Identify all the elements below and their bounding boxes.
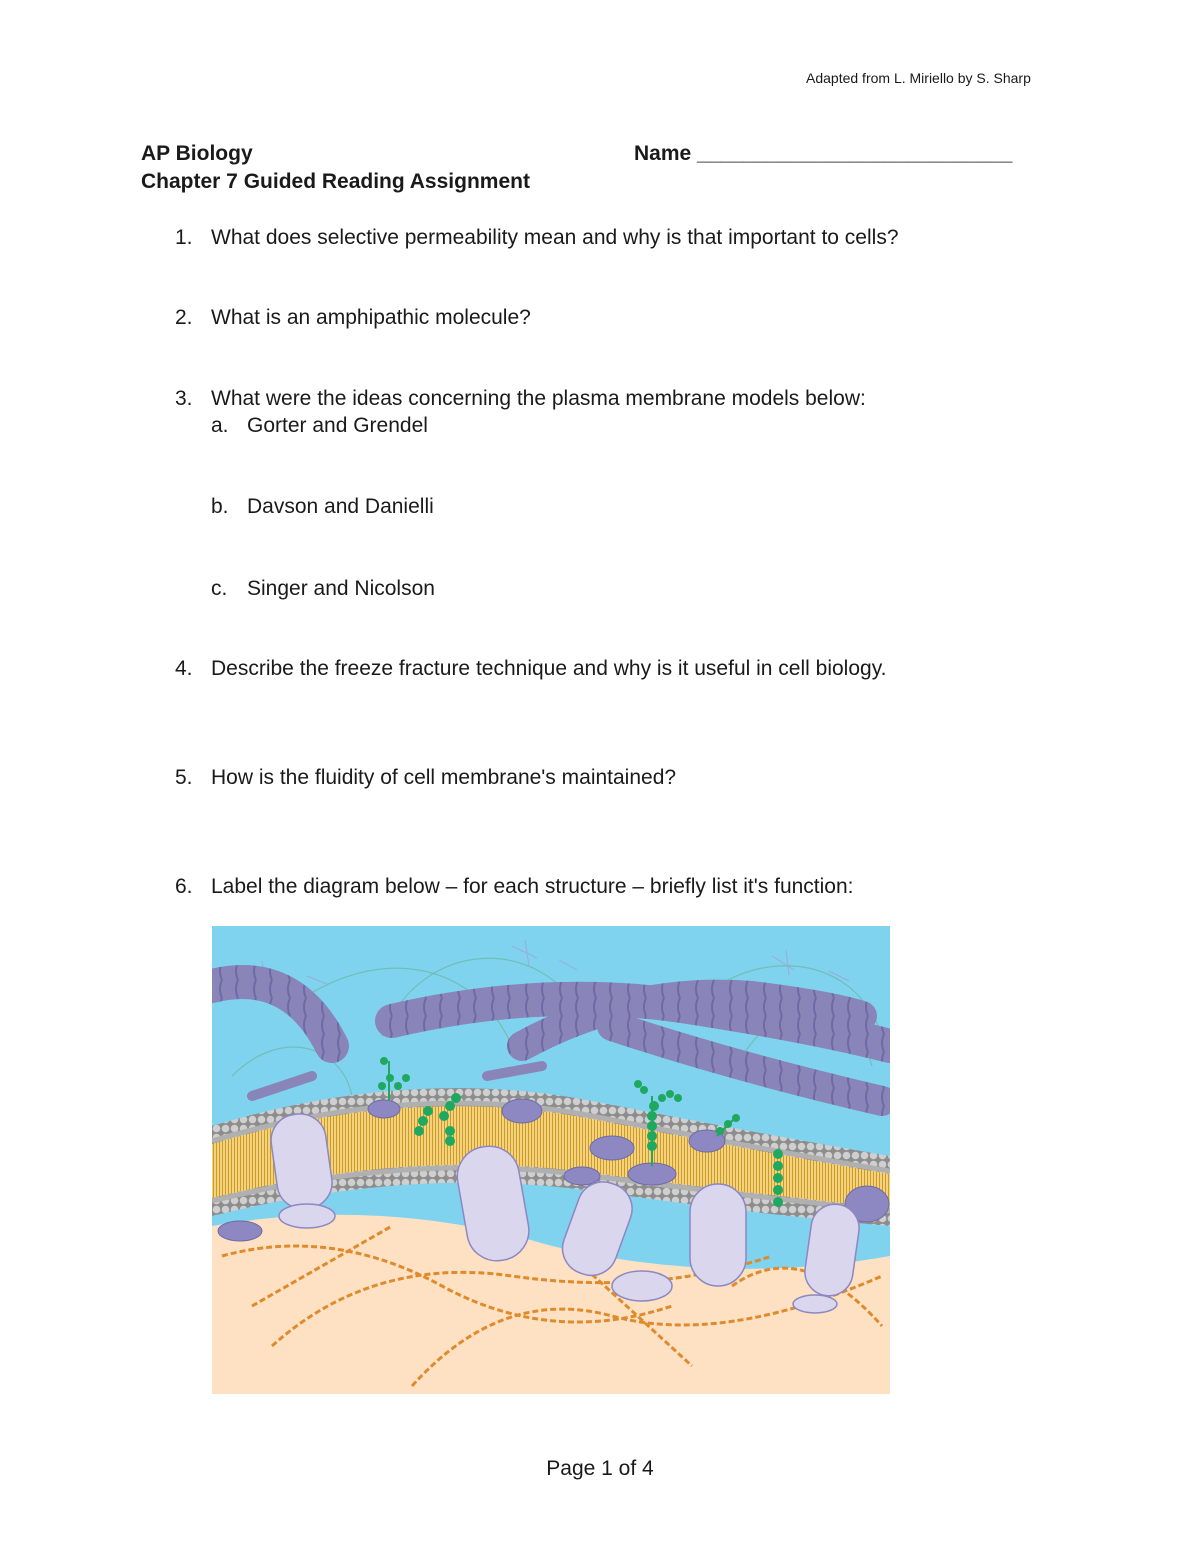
question-text: What were the ideas concerning the plasma membrane models below: — [211, 387, 866, 410]
question-number: 2. — [175, 306, 193, 329]
question-number: 1. — [175, 226, 193, 249]
question-1 — [175, 226, 899, 250]
chapter-title: Chapter 7 Guided Reading Assignment — [141, 170, 530, 193]
subitem-text: Gorter and Grendel — [247, 414, 428, 437]
subitem-text: Davson and Danielli — [247, 495, 434, 518]
name-label: Name — [634, 142, 692, 165]
question-3 — [175, 387, 866, 411]
subitem-b — [211, 495, 434, 519]
name-field[interactable] — [634, 142, 1012, 166]
subitem-a — [211, 414, 428, 438]
question-number: 3. — [175, 387, 193, 410]
question-text: Label the diagram below – for each structure – briefly list it's function: — [211, 875, 854, 898]
question-number: 6. — [175, 875, 193, 898]
question-text: Describe the freeze fracture technique and why is it useful in cell biology. — [211, 657, 887, 680]
membrane-diagram — [212, 926, 890, 1394]
subitem-text: Singer and Nicolson — [247, 577, 435, 600]
question-text: What is an amphipathic molecule? — [211, 306, 531, 329]
subitem-letter: b. — [211, 495, 229, 518]
question-4 — [175, 657, 886, 681]
course-title: AP Biology — [141, 142, 253, 165]
page-number: Page 1 of 4 — [546, 1457, 654, 1480]
question-number: 5. — [175, 766, 193, 789]
question-text: How is the fluidity of cell membrane's maintained? — [211, 766, 677, 789]
attribution: Adapted from L. Miriello by S. Sharp — [806, 70, 1031, 86]
question-number: 4. — [175, 657, 193, 680]
question-text: What does selective permeability mean and why is that important to cells? — [211, 226, 899, 249]
name-blank: ___________________________ — [697, 142, 1013, 165]
question-6 — [175, 875, 854, 899]
question-5 — [175, 766, 676, 790]
question-2 — [175, 306, 531, 330]
membrane-illustration — [212, 926, 890, 1394]
subitem-c — [211, 577, 435, 601]
subitem-letter: a. — [211, 414, 229, 437]
subitem-letter: c. — [211, 577, 228, 600]
